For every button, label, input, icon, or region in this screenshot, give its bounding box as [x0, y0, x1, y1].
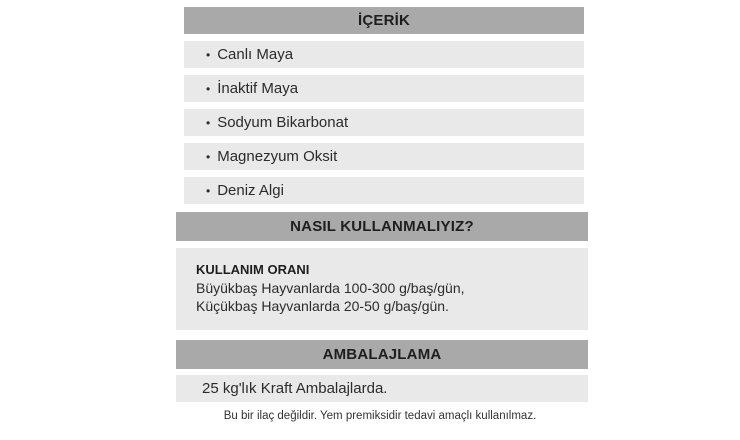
bullet-icon: •: [206, 47, 211, 62]
usage-line: Küçükbaş Hayvanlarda 20-50 g/baş/gün.: [196, 298, 449, 314]
packaging-panel: [176, 375, 588, 402]
bullet-icon: •: [206, 115, 211, 130]
contents-header: [184, 7, 584, 34]
ingredient-label: Canlı Maya: [217, 46, 294, 63]
usage-panel: [176, 248, 588, 330]
list-item: [184, 109, 584, 136]
ingredient-label: İnaktif Maya: [217, 80, 299, 97]
list-item: [184, 41, 584, 68]
list-item: [184, 75, 584, 102]
packaging-text: 25 kg'lık Kraft Ambalajlarda.: [202, 380, 388, 397]
ingredient-label: Sodyum Bikarbonat: [217, 114, 349, 131]
bullet-icon: •: [206, 183, 211, 198]
usage-title: NASIL KULLANMALIYIZ?: [290, 218, 474, 235]
ingredient-label: Magnezyum Oksit: [217, 148, 338, 165]
contents-title: İÇERİK: [357, 12, 411, 29]
usage-subtitle: KULLANIM ORANI: [196, 262, 310, 277]
packaging-header: [176, 340, 588, 369]
usage-header: [176, 212, 588, 241]
bullet-icon: •: [206, 149, 211, 164]
ingredient-label: Deniz Algi: [217, 182, 284, 199]
list-item: [184, 143, 584, 170]
disclaimer-text: Bu bir ilaç değildir. Yem premiksidir tedavi amaçlı kullanılmaz.: [223, 410, 537, 422]
bullet-icon: •: [206, 81, 211, 96]
list-item: [184, 177, 584, 204]
usage-line: Büyükbaş Hayvanlarda 100-300 g/baş/gün,: [196, 280, 465, 296]
packaging-title: AMBALAJLAMA: [322, 346, 442, 363]
